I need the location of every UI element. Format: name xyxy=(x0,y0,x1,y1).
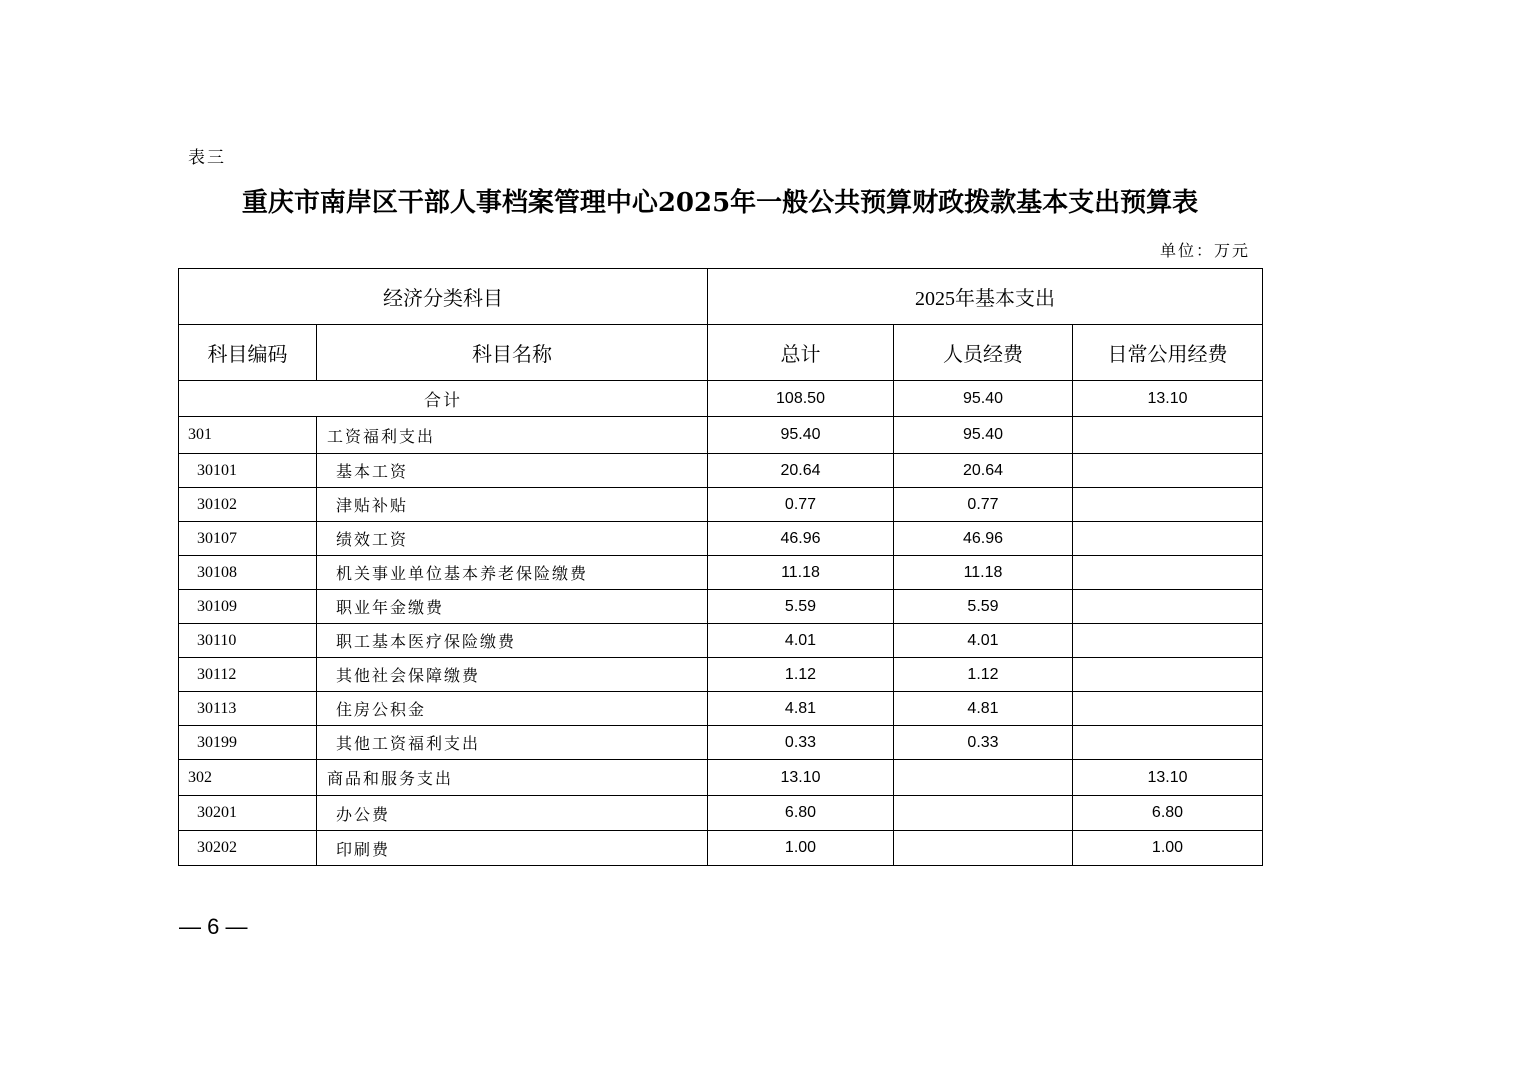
total-cell: 5.59 xyxy=(708,590,894,624)
page-number: — 6 — xyxy=(179,914,248,939)
code-cell: 30102 xyxy=(179,488,317,522)
name-cell: 机关事业单位基本养老保险缴费 xyxy=(317,556,708,590)
daily-cell xyxy=(1073,726,1263,760)
unit-label: 单位：万元 xyxy=(1159,241,1250,260)
name-cell: 住房公积金 xyxy=(317,692,708,726)
table-row xyxy=(179,556,1263,590)
name-cell: 印刷费 xyxy=(317,831,708,866)
table-row xyxy=(179,796,1263,831)
table-row xyxy=(179,726,1263,760)
total-label: 合计 xyxy=(179,381,708,417)
total-cell: 1.00 xyxy=(708,831,894,866)
daily-cell xyxy=(1073,556,1263,590)
name-cell: 基本工资 xyxy=(317,454,708,488)
table-label: 表三 xyxy=(188,148,226,168)
total-cell: 20.64 xyxy=(708,454,894,488)
code-cell: 30109 xyxy=(179,590,317,624)
table-row xyxy=(179,417,1263,454)
total-cell: 0.77 xyxy=(708,488,894,522)
personnel-cell: 4.01 xyxy=(894,624,1073,658)
daily-cell xyxy=(1073,522,1263,556)
daily-cell: 1.00 xyxy=(1073,831,1263,866)
total-cell: 11.18 xyxy=(708,556,894,590)
page-title: 重庆市南岸区干部人事档案管理中心2025年一般公共预算财政拨款基本支出预算表 xyxy=(241,188,1199,218)
header-total: 总计 xyxy=(708,325,894,381)
code-cell: 30101 xyxy=(179,454,317,488)
personnel-cell: 5.59 xyxy=(894,590,1073,624)
table-row xyxy=(179,522,1263,556)
daily-cell xyxy=(1073,417,1263,454)
table-row xyxy=(179,658,1263,692)
total-row xyxy=(179,381,1263,417)
personnel-cell: 1.12 xyxy=(894,658,1073,692)
total-cell: 4.81 xyxy=(708,692,894,726)
code-cell: 30112 xyxy=(179,658,317,692)
table-row xyxy=(179,590,1263,624)
daily-cell xyxy=(1073,658,1263,692)
header-economic-classification: 经济分类科目 xyxy=(179,269,708,325)
column-header-row xyxy=(179,325,1263,381)
name-cell: 津贴补贴 xyxy=(317,488,708,522)
total-cell: 95.40 xyxy=(708,417,894,454)
code-cell: 30108 xyxy=(179,556,317,590)
name-cell: 办公费 xyxy=(317,796,708,831)
total-cell: 46.96 xyxy=(708,522,894,556)
table-row xyxy=(179,760,1263,796)
name-cell: 工资福利支出 xyxy=(317,417,708,454)
code-cell: 301 xyxy=(179,417,317,454)
personnel-cell: 11.18 xyxy=(894,556,1073,590)
personnel-cell: 0.33 xyxy=(894,726,1073,760)
personnel-cell: 95.40 xyxy=(894,381,1073,417)
table-row xyxy=(179,454,1263,488)
personnel-cell: 46.96 xyxy=(894,522,1073,556)
daily-cell xyxy=(1073,692,1263,726)
code-cell: 30202 xyxy=(179,831,317,866)
name-cell: 绩效工资 xyxy=(317,522,708,556)
name-cell: 职工基本医疗保险缴费 xyxy=(317,624,708,658)
code-cell: 30201 xyxy=(179,796,317,831)
code-cell: 30199 xyxy=(179,726,317,760)
daily-cell xyxy=(1073,488,1263,522)
header-name: 科目名称 xyxy=(317,325,708,381)
name-cell: 商品和服务支出 xyxy=(317,760,708,796)
daily-cell: 13.10 xyxy=(1073,381,1263,417)
header-basic-expenditure: 2025年基本支出 xyxy=(708,269,1263,325)
header-daily-public: 日常公用经费 xyxy=(1073,325,1263,381)
daily-cell: 13.10 xyxy=(1073,760,1263,796)
daily-cell xyxy=(1073,624,1263,658)
total-cell: 108.50 xyxy=(708,381,894,417)
personnel-cell: 95.40 xyxy=(894,417,1073,454)
total-cell: 4.01 xyxy=(708,624,894,658)
group-header-row xyxy=(179,269,1263,325)
personnel-cell: 4.81 xyxy=(894,692,1073,726)
table-row xyxy=(179,624,1263,658)
personnel-cell: 0.77 xyxy=(894,488,1073,522)
personnel-cell xyxy=(894,796,1073,831)
header-personnel: 人员经费 xyxy=(894,325,1073,381)
table-row xyxy=(179,488,1263,522)
total-cell: 6.80 xyxy=(708,796,894,831)
table-row xyxy=(179,692,1263,726)
code-cell: 302 xyxy=(179,760,317,796)
budget-table xyxy=(178,268,1263,866)
daily-cell xyxy=(1073,590,1263,624)
header-code: 科目编码 xyxy=(179,325,317,381)
daily-cell: 6.80 xyxy=(1073,796,1263,831)
personnel-cell xyxy=(894,831,1073,866)
name-cell: 其他工资福利支出 xyxy=(317,726,708,760)
total-cell: 0.33 xyxy=(708,726,894,760)
name-cell: 其他社会保障缴费 xyxy=(317,658,708,692)
code-cell: 30110 xyxy=(179,624,317,658)
total-cell: 1.12 xyxy=(708,658,894,692)
daily-cell xyxy=(1073,454,1263,488)
total-cell: 13.10 xyxy=(708,760,894,796)
personnel-cell: 20.64 xyxy=(894,454,1073,488)
code-cell: 30107 xyxy=(179,522,317,556)
table-row xyxy=(179,831,1263,866)
personnel-cell xyxy=(894,760,1073,796)
name-cell: 职业年金缴费 xyxy=(317,590,708,624)
code-cell: 30113 xyxy=(179,692,317,726)
